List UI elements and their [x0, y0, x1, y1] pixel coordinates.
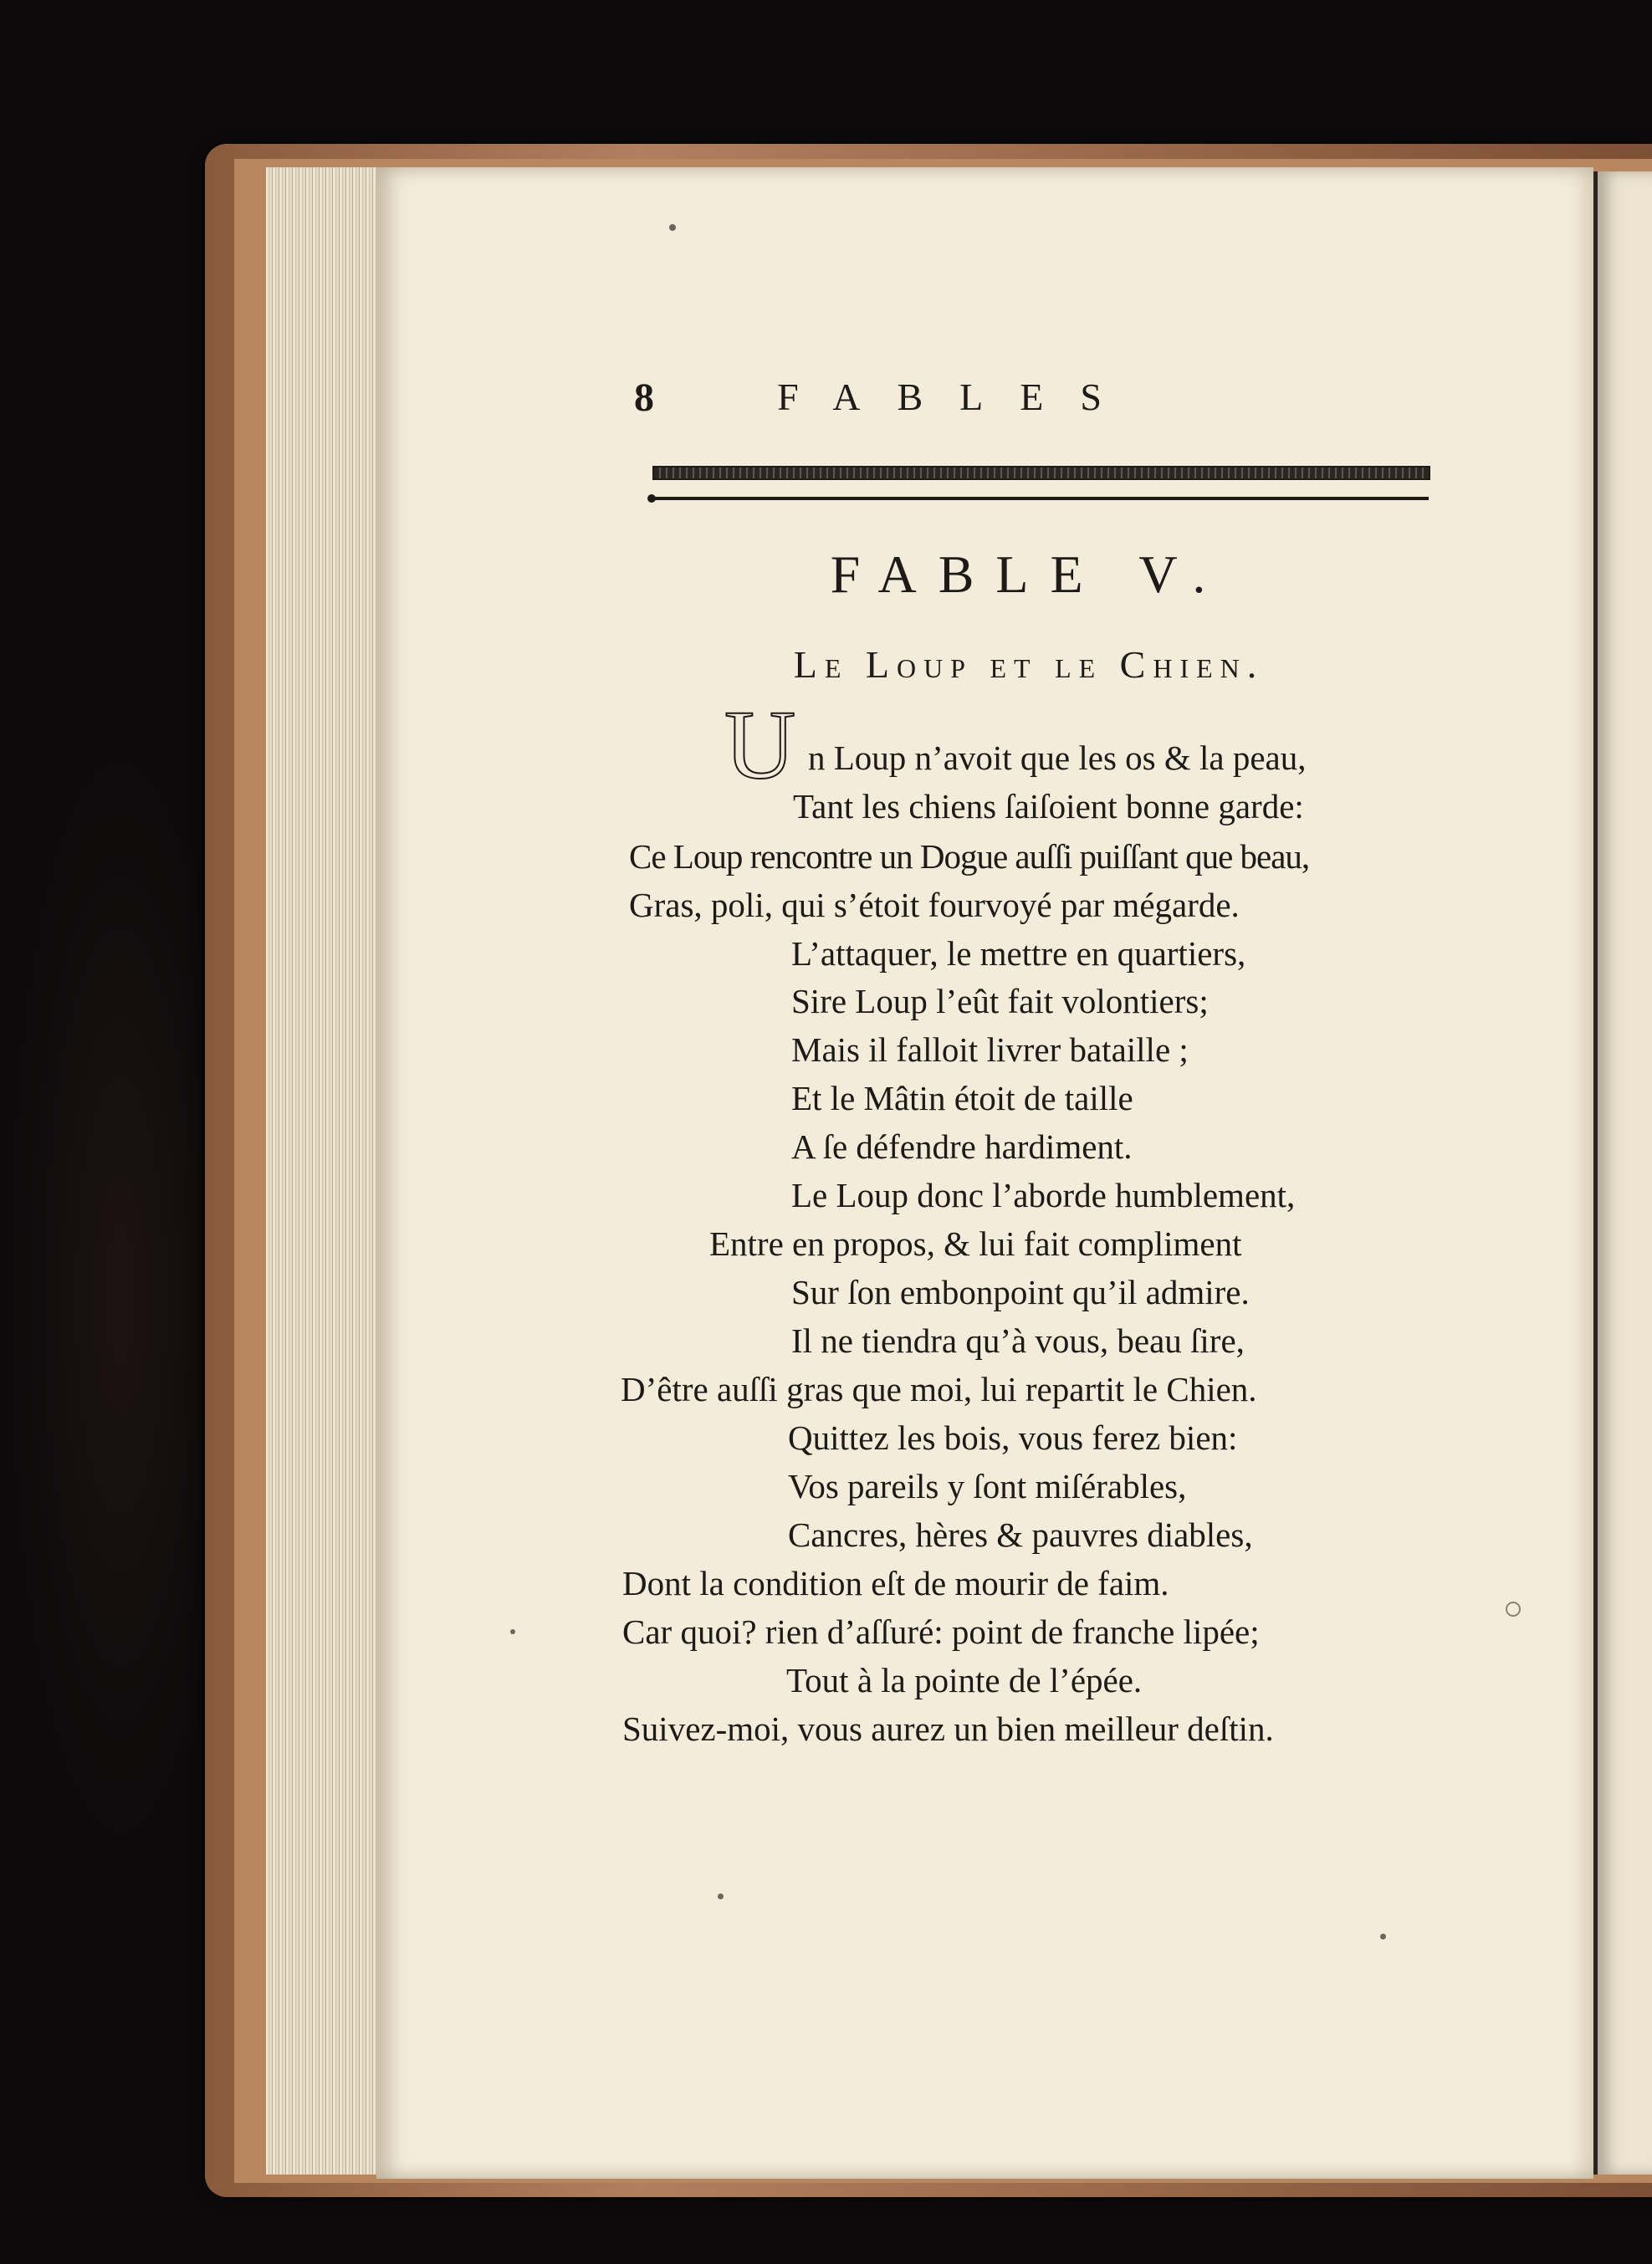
poem-line: Gras, poli, qui s’étoit fourvoyé par mégarde.: [629, 886, 1240, 924]
paper-speck: [669, 224, 676, 231]
poem-line: Cancres, hères & pauvres diables,: [788, 1515, 1253, 1554]
poem-line: Quittez les bois, vous ferez bien:: [788, 1418, 1238, 1457]
poem-line: Dont la condition eſt de mourir de faim.: [622, 1564, 1169, 1602]
background-shadow: [0, 711, 201, 1882]
poem-line: A ſe défendre hardiment.: [791, 1127, 1133, 1166]
poem-line: Tout à la pointe de l’épée.: [786, 1661, 1143, 1699]
drop-cap: U: [724, 690, 796, 800]
paper-blemish: [1506, 1602, 1521, 1617]
poem-line: Mais il falloit livrer bataille ;: [791, 1030, 1189, 1069]
poem-line: Tant les chiens ſaiſoient bonne garde:: [793, 787, 1304, 825]
ornamental-rule-thin: [651, 497, 1429, 500]
ornamental-rule-thick: [652, 466, 1430, 480]
poem-line: Ce Loup rencontre un Dogue auſſi puiſſant que beau,: [629, 837, 1310, 876]
poem-line: Entre en propos, & lui fait compliment: [709, 1224, 1242, 1263]
facing-page-edge: [1593, 171, 1652, 2175]
fable-title: FABLE V.: [830, 544, 1228, 604]
poem-line: Sur ſon embonpoint qu’il admire.: [791, 1273, 1250, 1311]
poem-line: Vos pareils y ſont miſérables,: [788, 1467, 1187, 1505]
poem-line: Le Loup donc l’aborde humblement,: [791, 1176, 1296, 1214]
paper-speck: [510, 1629, 515, 1634]
poem-line: Et le Mâtin étoit de taille: [791, 1079, 1133, 1117]
paper-speck: [1380, 1934, 1386, 1939]
poem-line: D’être auſſi gras que moi, lui repartit le Chien.: [621, 1370, 1257, 1408]
page-number: 8: [634, 376, 654, 420]
poem-line: Suivez-moi, vous aurez un bien meilleur deſtin.: [622, 1709, 1274, 1748]
poem-line: Sire Loup l’eût fait volontiers;: [791, 982, 1209, 1020]
poem-line: L’attaquer, le mettre en quartiers,: [791, 934, 1246, 973]
poem-line: n Loup n’avoit que les os & la peau,: [808, 738, 1307, 777]
running-head: FABLES: [777, 376, 1138, 418]
poem-line: Il ne tiendra qu’à vous, beau ſire,: [791, 1321, 1245, 1360]
poem-line: Car quoi? rien d’aſſuré: point de franche lipée;: [622, 1612, 1260, 1651]
paper-speck: [718, 1893, 724, 1899]
fable-subtitle: Le Loup et le Chien.: [793, 643, 1265, 686]
